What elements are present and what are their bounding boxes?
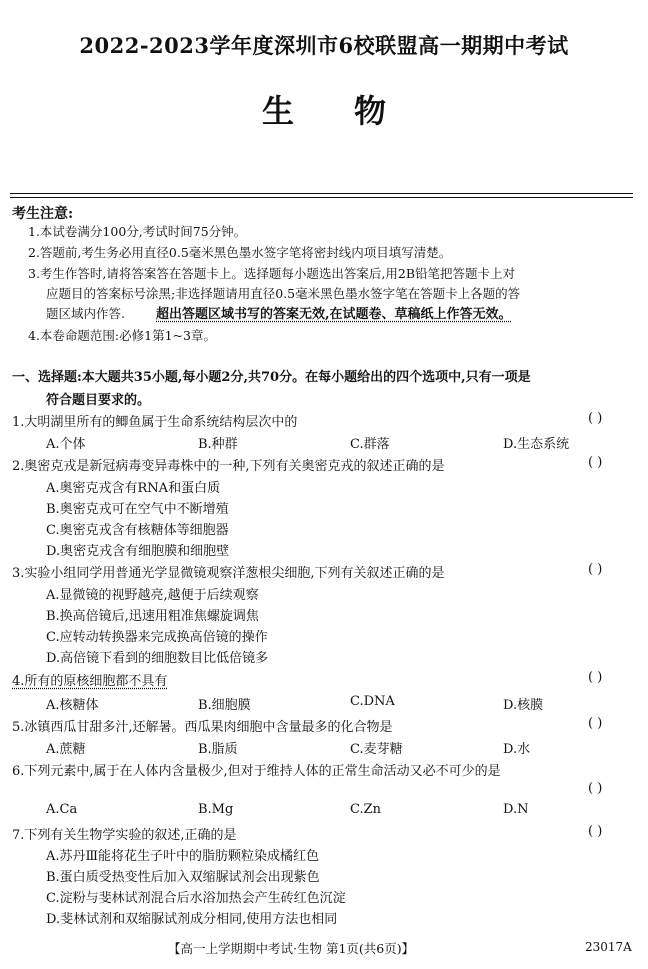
option: A.奥密克戎含有RNA和蛋白质 — [46, 481, 221, 496]
option: B.脂质 — [198, 742, 238, 757]
question-stem: 5.冰镇西瓜甘甜多汁,还解暑。西瓜果肉细胞中含量最多的化合物是 — [12, 720, 393, 735]
subject-title: 生物 — [261, 92, 446, 130]
option: B.Mg — [198, 802, 234, 817]
option: A.Ca — [46, 802, 78, 817]
option: C.麦芽糖 — [350, 742, 403, 757]
paper-code: 23017A — [585, 940, 632, 954]
option: C.群落 — [350, 437, 390, 452]
answer-paren: ( ) — [588, 455, 603, 470]
option: C.DNA — [350, 694, 395, 709]
answer-paren: ( ) — [588, 824, 603, 839]
option: D.水 — [503, 742, 531, 757]
question-stem: 2.奥密克戎是新冠病毒变异毒株中的一种,下列有关奥密克戎的叙述正确的是 — [12, 459, 445, 474]
option: B.换高倍镜后,迅速用粗准焦螺旋调焦 — [46, 609, 259, 624]
section-heading-cont: 符合题目要求的。 — [46, 393, 151, 408]
option: B.细胞膜 — [198, 698, 251, 713]
header-rule-top — [10, 193, 633, 194]
notice-item: 3.考生作答时,请将答案答在答题卡上。选择题每小题选出答案后,用2B铅笔把答题卡上对 — [28, 266, 516, 281]
notice-item: 2.答题前,考生务必用直径0.5毫米黑色墨水签字笔将密封线内项目填写清楚。 — [28, 245, 452, 260]
section-heading: 一、选择题:本大题共35小题,每小题2分,共70分。在每小题给出的四个选项中,只有一项是 — [12, 370, 531, 385]
option: B.种群 — [198, 437, 238, 452]
question-stem: 6.下列元素中,属于在人体内含量极少,但对于维持人体的正常生命活动又必不可少的是 — [12, 764, 501, 779]
notice-title: 考生注意: — [12, 206, 74, 222]
answer-paren: ( ) — [588, 670, 603, 685]
option: B.蛋白质受热变性后加入双缩脲试剂会出现紫色 — [46, 870, 320, 885]
option: D.斐林试剂和双缩脲试剂成分相同,使用方法也相同 — [46, 912, 338, 927]
notice-emphasis: 超出答题区域书写的答案无效,在试题卷、草稿纸上作答无效。 — [156, 307, 512, 322]
notice-item: 1.本试卷满分100分,考试时间75分钟。 — [28, 224, 247, 239]
exam-title: 2022-2023学年度深圳市6校联盟高一期期中考试 — [79, 33, 569, 58]
option: A.核糖体 — [46, 698, 99, 713]
answer-paren: ( ) — [588, 411, 603, 426]
option: C.淀粉与斐林试剂混合后水浴加热会产生砖红色沉淀 — [46, 891, 346, 906]
question-stem: 3.实验小组同学用普通光学显微镜观察洋葱根尖细胞,下列有关叙述正确的是 — [12, 566, 445, 581]
answer-paren: ( ) — [588, 716, 603, 731]
option: A.苏丹Ⅲ能将花生子叶中的脂肪颗粒染成橘红色 — [46, 849, 320, 864]
answer-paren: ( ) — [588, 562, 603, 577]
question-stem: 1.大明湖里所有的鲫鱼属于生命系统结构层次中的 — [12, 415, 298, 430]
option: A.蔗糖 — [46, 742, 86, 757]
option: D.高倍镜下看到的细胞数目比低倍镜多 — [46, 651, 269, 666]
page-footer: 【高一上学期期中考试·生物 第1页(共6页)】 — [168, 941, 415, 956]
header-rule-bottom — [10, 197, 633, 198]
option: A.显微镜的视野越亮,越便于后续观察 — [46, 588, 259, 603]
notice-item: 4.本卷命题范围:必修1第1~3章。 — [28, 328, 216, 343]
option: C.奥密克戎含有核糖体等细胞器 — [46, 523, 229, 538]
option: D.生态系统 — [503, 437, 570, 452]
question-stem: 4.所有的原核细胞都不具有 — [12, 674, 168, 689]
question-stem: 7.下列有关生物学实验的叙述,正确的是 — [12, 828, 237, 843]
option: C.Zn — [350, 802, 382, 817]
option: D.奥密克戎含有细胞膜和细胞壁 — [46, 544, 230, 559]
answer-paren: ( ) — [588, 781, 603, 796]
option: D.N — [503, 802, 529, 817]
option: D.核膜 — [503, 698, 544, 713]
notice-item: 应题目的答案标号涂黑;非选择题请用直径0.5毫米黑色墨水签字笔在答题卡上各题的答 — [46, 286, 521, 301]
notice-item: 题区域内作答. — [46, 306, 125, 321]
option: A.个体 — [46, 437, 86, 452]
option: B.奥密克戎可在空气中不断增殖 — [46, 502, 229, 517]
option: C.应转动转换器来完成换高倍镜的操作 — [46, 630, 268, 645]
